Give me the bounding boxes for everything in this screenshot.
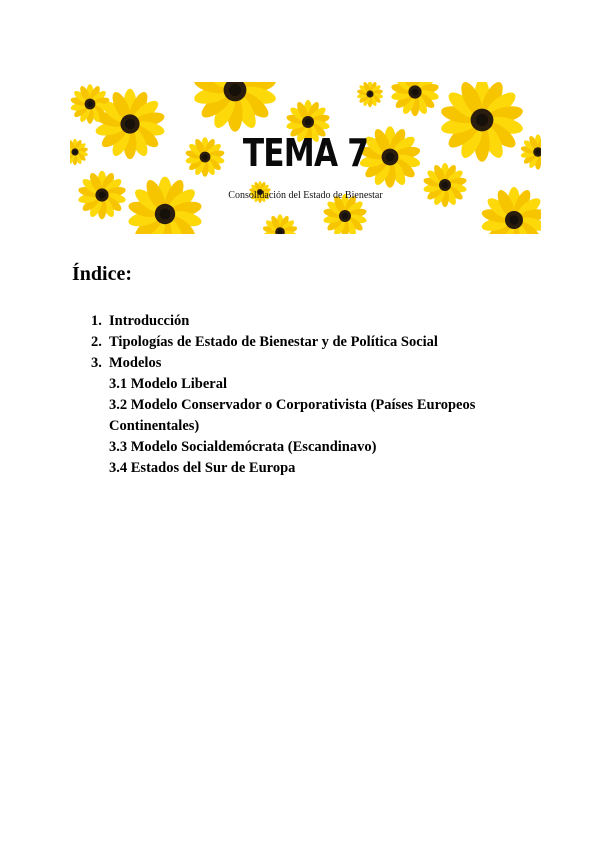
toc-subitem-3-3: 3.3 Modelo Socialdemócrata (Escandinavo) bbox=[109, 439, 377, 455]
toc-item-number: 3. bbox=[91, 355, 102, 371]
table-of-contents bbox=[91, 311, 531, 479]
toc-subitem-3-4: 3.4 Estados del Sur de Europa bbox=[109, 460, 296, 476]
toc-item-number: 1. bbox=[91, 313, 102, 329]
toc-item-number: 2. bbox=[91, 334, 102, 350]
toc-item-label: Modelos bbox=[109, 355, 162, 371]
toc-item-label: Tipologías de Estado de Bienestar y de Política Social bbox=[109, 334, 438, 350]
toc-item-2 bbox=[91, 332, 531, 353]
toc-subitem-3-1: 3.1 Modelo Liberal bbox=[109, 376, 228, 392]
header-banner bbox=[70, 82, 541, 234]
toc-item-1 bbox=[91, 311, 531, 332]
toc-item-3 bbox=[91, 353, 531, 374]
toc-subitem-3-2: 3.2 Modelo Conservador o Corporativista (Países Europeos Continentales) bbox=[109, 397, 476, 434]
banner-title: TEMA 7 bbox=[242, 131, 369, 175]
banner-subtitle: Consolidación del Estado de Bienestar bbox=[228, 190, 383, 201]
index-heading: Índice: bbox=[72, 263, 132, 285]
toc-item-label: Introducción bbox=[109, 313, 190, 329]
